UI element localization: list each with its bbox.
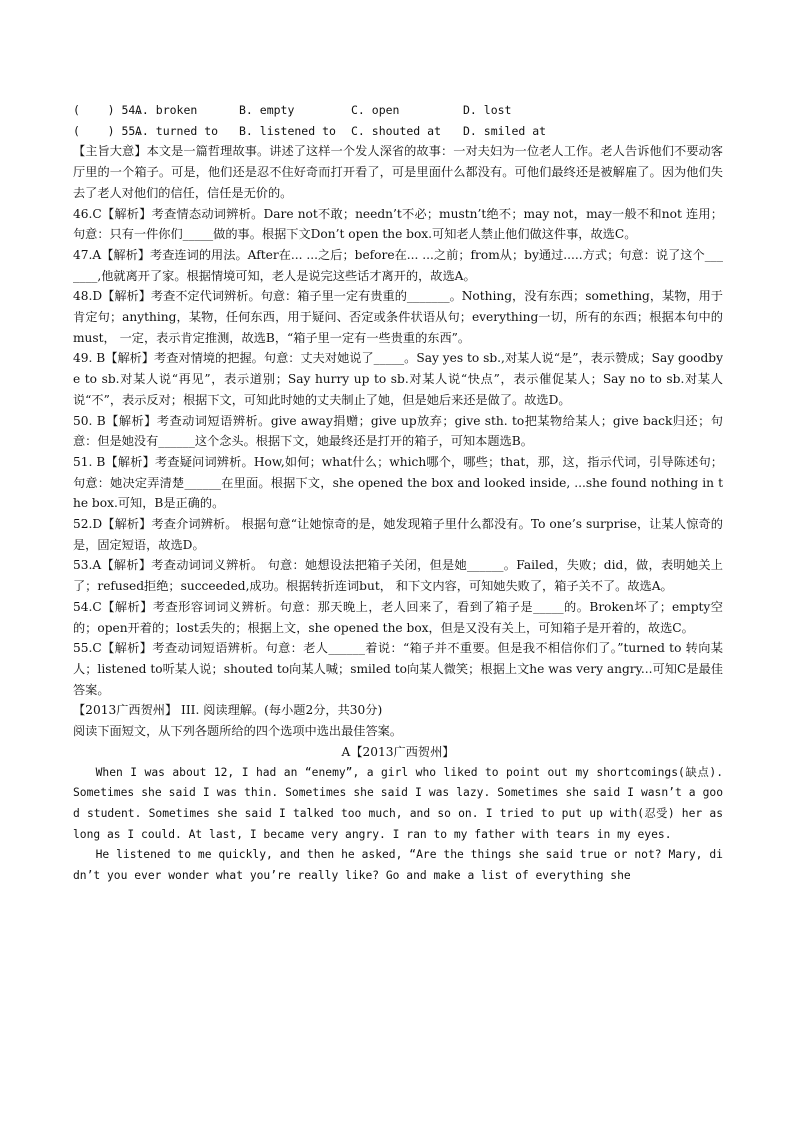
explanation-48: 48.D【解析】考查不定代词辨析。句意：箱子里一定有贵重的_______。Nothing，没有东西；something，某物，用于肯定句；anything，某物，任何东西，用于疑问、否定或条件状语从句；everything一切，所有的东西；根据本句中的must， 一定，表示肯定推测，故选B，“箱子里一定有一些贵重的东西”。	[73, 289, 723, 345]
option-d: D. smiled at	[463, 123, 547, 138]
question-55-options	[73, 121, 723, 142]
passage-title: A【2013广西贺州】	[341, 744, 455, 759]
explanation-51: 51. B【解析】考查疑问词辨析。How,如何；what什么；which哪个，哪些；that，那，这，指示代词，引导陈述句；句意：她决定弄清楚______在里面。根据下文，she opened the box and looked inside, ...she found nothing in the box.可知，B是正确的。	[73, 454, 723, 511]
passage-paragraph: He listened to me quickly, and then he asked, “Are the things she said true or not? Mary, didn’t you ever wonder what you’re really like? Go and make a list of everything she	[73, 848, 723, 883]
passage-paragraph: When I was about 12, I had an “enemy”, a girl who liked to point out my shortcomings(缺点). Sometimes she said I was thin. Sometimes she said I was lazy. Sometimes she said I wasn’t a good student. Sometimes she said I talked too much, and so on. I tried to put up with(忍受) her as long as I could. At last, I became very angry. I ran to my father with tears in my eyes.	[73, 765, 723, 841]
document-page	[73, 100, 723, 887]
section-instruction: 阅读下面短文，从下列各题所给的四个选项中选出最佳答案。	[73, 724, 403, 739]
option-d: D. lost	[463, 103, 512, 117]
question-54-options	[73, 100, 723, 121]
explanation-50: 50. B【解析】考查动词短语辨析。give away捐赠；give up放弃；give sth. to把某物给某人；give back归还；句意：但是她没有______这个念头。根据下文，她最终还是打开的箱子，可知本题选B。	[73, 413, 723, 449]
question-number: ( ) 55.	[73, 123, 143, 138]
explanation-49: 49. B【解析】考查对情境的把握。句意：丈夫对她说了_____。Say yes to sb.,对某人说“是”，表示赞成；Say goodbye to sb.对某人说“再见”，表示道别；Say hurry up to sb.对某人说“快点”，表示催促某人；Say no to sb.对某人说“不”，表示反对；根据下文，可知此时她的丈夫制止了她，但是她后来还是做了。故选D。	[73, 351, 723, 407]
explanation-46: 46.C【解析】考查情态动词辨析。Dare not不敢；needn’t不必；mustn’t绝不；may not，may一般不和not 连用；句意：只有一件你们_____做的事。根据下文Don’t open the box.可知老人禁止他们做这件事，故选C。	[73, 206, 723, 242]
explanation-55: 55.C【解析】考查动词短语辨析。句意：老人______着说：“箱子并不重要。但是我不相信你们了。”turned to 转向某人；listened to听某人说；shouted to向某人喊；smiled to向某人微笑；根据上文he was very angry...可知C是最佳答案。	[73, 641, 723, 697]
option-b: B. empty	[239, 103, 295, 117]
explanation-53: 53.A【解析】考查动词词义辨析。 句意：她想设法把箱子关闭，但是她______。Failed，失败；did，做，表明她关上了；refused拒绝；succeeded,成功。根据转折连词but， 和下文内容，可知她失败了，箱子关不了。故选A。	[73, 558, 723, 594]
explanation-52: 52.D【解析】考查介词辨析。 根据句意“让她惊奇的是，她发现箱子里什么都没有。To one’s surprise，让某人惊奇的是，固定短语，故选D。	[73, 517, 723, 552]
section-header: 【2013广西贺州】 III. 阅读理解。(每小题2分，共30分)	[73, 703, 383, 718]
question-number: ( ) 54.	[73, 103, 143, 117]
main-idea-paragraph: 【主旨大意】本文是一篇哲理故事。讲述了这样一个发人深省的故事：一对夫妇为一位老人工作。老人告诉他们不要动客厅里的一个箱子。可是，他们还是忍不住好奇而打开看了，可是里面什么都没有。可他们最终还是被解雇了。因为他们失去了老人对他们的信任，信任是无价的。	[73, 144, 723, 200]
explanation-54: 54.C【解析】考查形容词词义辨析。句意：那天晚上，老人回来了，看到了箱子是_____的。Broken坏了；empty空的；open开着的；lost丢失的；根据上文，she opened the box，但是又没有关上，可知箱子是开着的，故选C。	[73, 599, 723, 635]
option-c: C. shouted at	[351, 123, 442, 138]
explanation-47: 47.A【解析】考查连词的用法。After在... ...之后；before在... ...之前；from从；by通过.....方式；句意：说了这个_______,他就离开了家。根据情境可知，老人是说完这些话才离开的，故选A。	[73, 247, 723, 283]
option-a: A. turned to	[135, 123, 219, 138]
option-a: A. broken	[135, 103, 198, 117]
option-c: C. open	[351, 103, 400, 117]
option-b: B. listened to	[239, 123, 336, 138]
